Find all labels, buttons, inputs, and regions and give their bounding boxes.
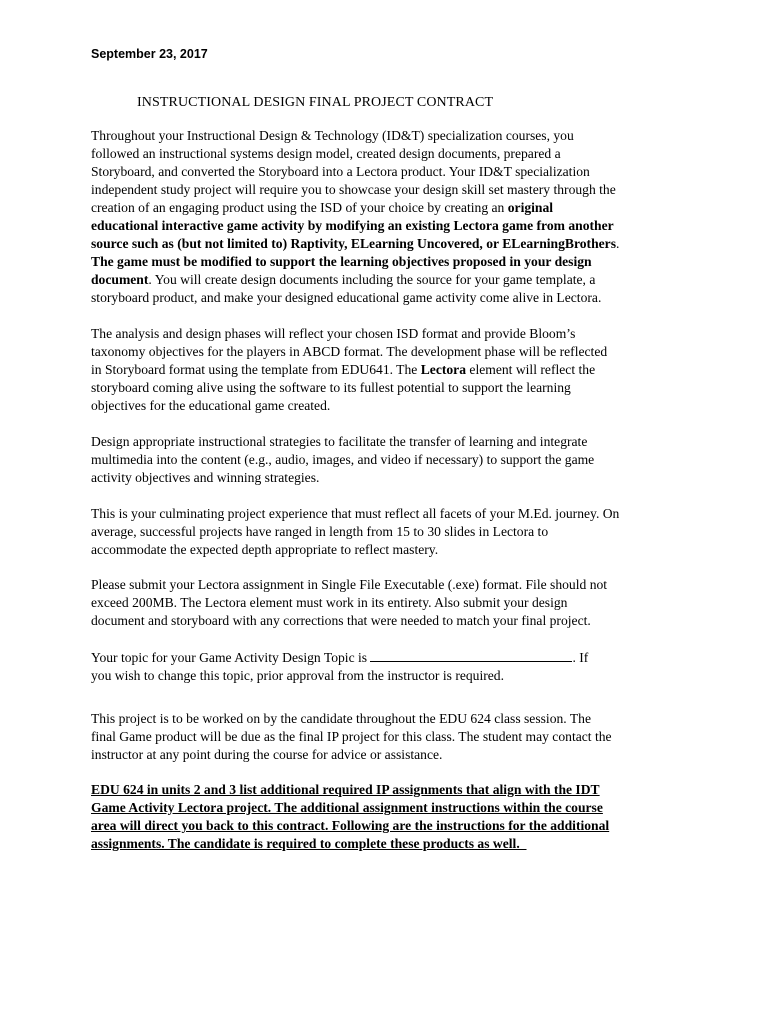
- bold-text: original: [507, 200, 554, 215]
- text-line: [91, 235, 683, 253]
- text-line: [91, 199, 683, 217]
- text-line: storyboard product, and make your designed educational game activity come alive in Lectora.: [91, 290, 602, 305]
- text-line: storyboard coming alive using the software to its fullest potential to support the learning: [91, 380, 571, 395]
- bold-text: The game must be modified to support the learning objectives proposed in your design: [91, 254, 592, 269]
- text-line: This project is to be worked on by the candidate throughout the EDU 624 class session. The: [91, 711, 591, 726]
- text-line: Throughout your Instructional Design & Technology (ID&T) specialization courses, you: [91, 128, 574, 143]
- paragraph-overview: [91, 127, 683, 307]
- text-line: independent study project will require you to showcase your design skill set mastery through the: [91, 182, 616, 197]
- text-line: average, successful projects have ranged in length from 15 to 30 slides in Lectora to: [91, 524, 549, 539]
- text-run: . If: [572, 650, 589, 665]
- paragraph-analysis-design: [91, 325, 683, 415]
- document-title: INSTRUCTIONAL DESIGN FINAL PROJECT CONTRACT: [137, 95, 494, 110]
- text-run: Your topic for your Game Activity Design Topic is: [91, 650, 371, 665]
- text-line: [91, 361, 683, 379]
- text-line: [91, 649, 683, 667]
- topic-blank-line: [370, 649, 572, 662]
- text-line: Storyboard, and converted the Storyboard into a Lectora product. Your ID&T specialization: [91, 164, 590, 179]
- text-line: you wish to change this topic, prior approval from the instructor is required.: [91, 668, 505, 683]
- text-run: in Storyboard format using the template from EDU641. The: [91, 362, 421, 377]
- text-run: . You will create design documents including the source for your game template, a: [148, 272, 596, 287]
- text-line: This is your culminating project experience that must reflect all facets of your M.Ed. journey. On: [91, 506, 620, 521]
- text-line: Design appropriate instructional strategies to facilitate the transfer of learning and integrate: [91, 434, 588, 449]
- text-line: accommodate the expected depth appropriate to reflect mastery.: [91, 542, 439, 557]
- text-line: [91, 217, 683, 235]
- text-line: followed an instructional systems design model, created design documents, prepared a: [91, 146, 561, 161]
- bold-underlined-text: assignments. The candidate is required to complete these products as well.: [91, 836, 527, 851]
- text-line: [91, 835, 683, 853]
- text-line: objectives for the educational game created.: [91, 398, 331, 413]
- text-line: exceed 200MB. The Lectora element must work in its entirety. Also submit your design: [91, 595, 568, 610]
- text-line: Please submit your Lectora assignment in Single File Executable (.exe) format. File should not: [91, 577, 608, 592]
- text-line: taxonomy objectives for the players in ABCD format. The development phase will be reflected: [91, 344, 608, 359]
- bold-underlined-text: Game Activity Lectora project. The additional assignment instructions within the course: [91, 800, 603, 815]
- text-run: .: [616, 236, 620, 251]
- text-line: final Game product will be due as the final IP project for this class. The student may contact the: [91, 729, 612, 744]
- paragraph-strategies: [91, 433, 683, 487]
- text-run: creation of an engaging product using the ISD of your choice by creating an: [91, 200, 508, 215]
- text-line: multimedia into the content (e.g., audio, images, and video if necessary) to support the game: [91, 452, 595, 467]
- paragraph-culminating: [91, 505, 683, 559]
- bold-text: Lectora: [420, 362, 467, 377]
- document-date: September 23, 2017: [91, 47, 208, 61]
- bold-underlined-text: EDU 624 in units 2 and 3 list additional required IP assignments that align with the IDT: [91, 782, 600, 797]
- bold-text: source such as (but not limited to) Raptivity, ELearning Uncovered, or ELearningBrothers: [91, 236, 617, 251]
- text-line: [91, 799, 683, 817]
- text-line: [91, 271, 683, 289]
- text-line: activity objectives and winning strategies.: [91, 470, 320, 485]
- text-line: [91, 253, 683, 271]
- paragraph-topic: [91, 649, 683, 685]
- text-line: instructor at any point during the course for advice or assistance.: [91, 747, 443, 762]
- text-line: The analysis and design phases will reflect your chosen ISD format and provide Bloom’s: [91, 326, 576, 341]
- text-line: [91, 817, 683, 835]
- bold-text: educational interactive game activity by modifying an existing Lectora game from another: [91, 218, 614, 233]
- paragraph-session: [91, 710, 683, 764]
- paragraph-submission: [91, 576, 683, 630]
- text-line: [91, 781, 683, 799]
- text-run: element will reflect the: [466, 362, 596, 377]
- bold-text: document: [91, 272, 149, 287]
- paragraph-additional-assignments: [91, 781, 683, 853]
- text-line: document and storyboard with any corrections that were needed to match your final project.: [91, 613, 591, 628]
- bold-underlined-text: area will direct you back to this contract. Following are the instructions for the additional: [91, 818, 610, 833]
